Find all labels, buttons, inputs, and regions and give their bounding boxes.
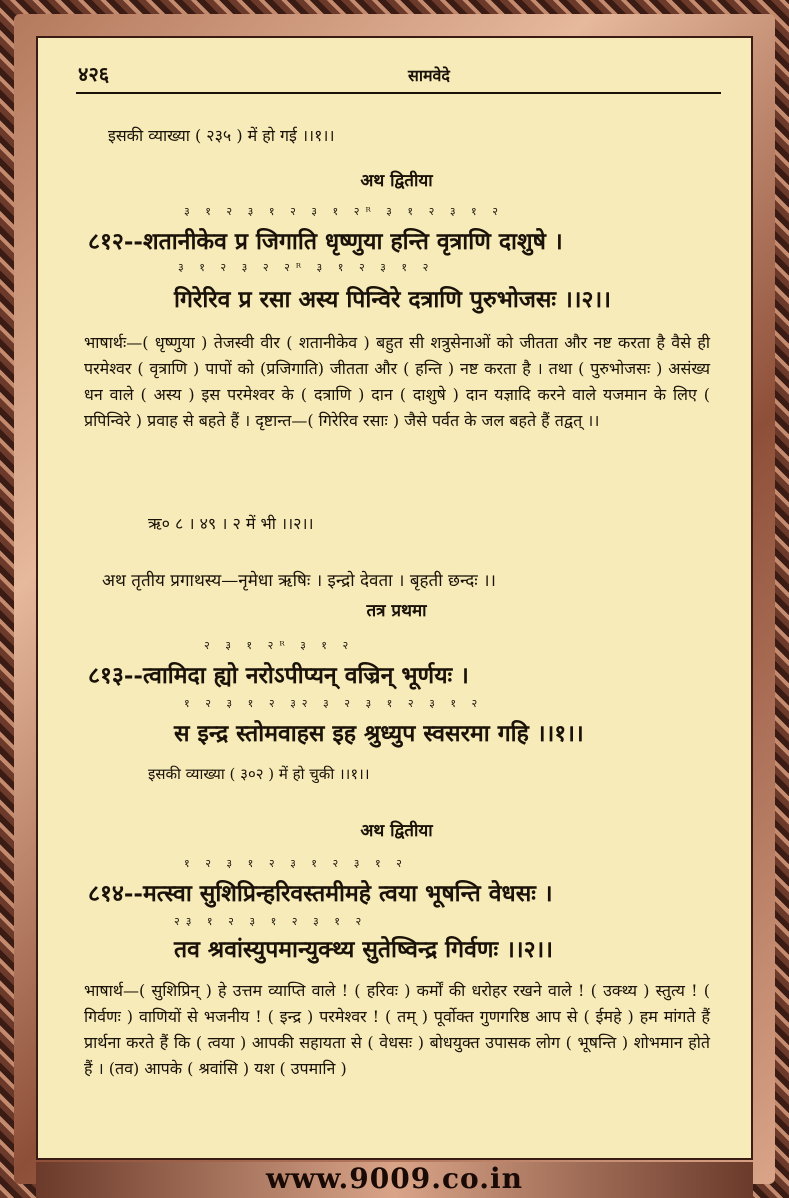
mantra-line: स इन्द्र स्तोमवाहस इह श्रुध्युप स्वसरमा गहि ।।१।।	[174, 720, 584, 747]
page-number: ४२६	[78, 62, 110, 86]
mantra-line: गिरेरिव प्र रसा अस्य पिन्विरे दत्राणि पुरुभोजसः ।।२।।	[174, 286, 611, 313]
explanation-line: इसकी व्याख्या ( २३५ ) में हो गई ।।१।।	[108, 126, 335, 145]
reference-line: ऋ० ८ । ४९ । २ में भी ।।२।।	[148, 514, 314, 533]
book-page	[36, 36, 753, 1160]
mantra-line: ८१२--शतानीकेव प्र जिगाति धृष्णुया हन्ति वृत्राणि दाशुषे ।	[88, 228, 563, 255]
accent-marks: ३ १ २ ३ २ २ᴿ ३ १ २ ३ १ २	[178, 261, 435, 274]
accent-marks: २ ३ १ २ᴿ ३ १ २	[204, 639, 355, 652]
website-watermark: www.9009.co.in	[266, 1162, 523, 1195]
bhashartha-paragraph: भाषार्थ—( सुशिप्रिन् ) हे उत्तम व्याप्ति वाले ! ( हरिवः ) कर्मों की धरोहर रखने वाले ! ( उक्थ्य ) स्तुत्य ! ( गिर्वणः ) वाणियों से भजनीय ! ( इन्द्र ) परमेश्वर ! ( तम् ) पूर्वोक्त गुणगरिष्ठ आप से ( ईमहे ) हम मांगते हैं प्रार्थना करते हैं कि ( त्वया ) आपकी सहायता से ( वेधसः ) बोधयुक्त उपासक लोग ( भूषन्ति ) शोभमान होते हैं । (तव) आपके ( श्रवांसि ) यश ( उपमानि )	[84, 981, 710, 1078]
section-heading: अथ द्वितीया	[360, 171, 433, 191]
bhashartha-paragraph: भाषार्थः—( धृष्णुया ) तेजस्वी वीर ( शतानीकेव ) बहुत सी शत्रुसेनाओं को जीतता और नष्ट करता है वैसे ही परमेश्वर ( वृत्राणि ) पापों को (प्रजिगाति) जीतता और ( हन्ति ) नष्ट करता है । तथा ( पुरुभोजसः ) असंख्य धन वाले ( अस्य ) इस परमेश्वर के ( दत्राणि ) दान ( दाशुषे ) दान यज्ञादि करने वाले यजमान के लिए ( प्रपिन्विरे ) प्रवाह से बहते हैं । दृष्टान्त—( गिरेरिव रसाः ) जैसे पर्वत के जल बहते हैं तद्वत् ।।	[84, 333, 710, 430]
accent-marks: २३ १ २ ३ १ २ ३ १ २	[174, 915, 368, 928]
accent-marks: १ २ ३ १ २ ३२ ३ २ ३ १ २ ३ १ २	[184, 697, 484, 710]
page-header	[78, 60, 721, 90]
running-head: सामवेदे	[408, 66, 450, 85]
mantra-line: ८१३--त्वामिदा ह्यो नरोऽपीप्यन् वज्रिन् भूर्णयः ।	[88, 662, 469, 689]
mantra-line: ८१४--मत्स्वा सुशिप्रिन्हरिवस्तमीमहे त्वया भूषन्ति वेधसः ।	[88, 880, 553, 907]
accent-marks: ३ १ २ ३ १ २ ३ १ २ᴿ ३ १ २ ३ १ २	[184, 205, 504, 218]
section-heading: अथ द्वितीया	[360, 821, 433, 841]
section-heading: तत्र प्रथमा	[366, 601, 427, 621]
header-rule	[76, 92, 721, 94]
accent-marks: १ २ ३ १ २ ३ १ २ ३ १ २	[184, 857, 408, 870]
pragatha-intro: अथ तृतीय प्रगाथस्य—नृमेधा ऋषिः । इन्द्रो देवता । बृहती छन्दः ।।	[102, 571, 496, 591]
explanation-line: इसकी व्याख्या ( ३०२ ) में हो चुकी ।।१।।	[148, 765, 370, 783]
mantra-line: तव श्रवांस्युपमान्युक्थ्य सुतेष्विन्द्र गिर्वणः ।।२।।	[174, 936, 553, 963]
